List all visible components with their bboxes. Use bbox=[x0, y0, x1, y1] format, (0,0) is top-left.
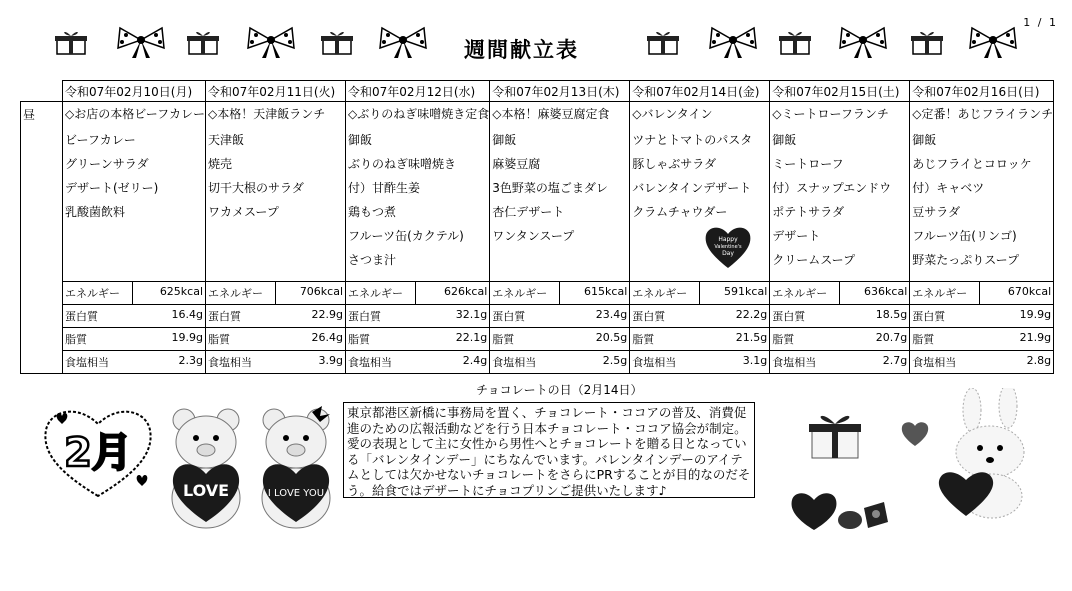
nutrient-label: 食塩相当 bbox=[912, 356, 957, 369]
nutrient-value: 22.1g bbox=[455, 331, 488, 344]
menu-item: 付）スナップエンドウ bbox=[772, 181, 892, 195]
nutrient-cell bbox=[206, 328, 346, 351]
nutrient-label: エネルギー bbox=[630, 282, 700, 304]
menu-item: デザート(ゼリー) bbox=[65, 181, 159, 195]
nutrient-value: 20.7g bbox=[875, 331, 908, 344]
nutrient-cell bbox=[490, 305, 630, 328]
bunny-icon bbox=[936, 388, 1040, 520]
badge-text: Valentine's bbox=[714, 244, 742, 250]
date-header: 令和07年02月15日(土) bbox=[770, 81, 910, 102]
nutrient-label: エネルギー bbox=[490, 282, 560, 304]
date-header: 令和07年02月16日(日) bbox=[910, 81, 1054, 102]
header-corner bbox=[21, 81, 63, 102]
menu-item: 麻婆豆腐 bbox=[492, 157, 541, 171]
nutrient-cell bbox=[630, 305, 770, 328]
menu-item: ◇定番！あじフライランチ bbox=[912, 107, 1054, 121]
nutrient-value: 625kcal bbox=[159, 285, 204, 298]
menu-item: クリームスープ bbox=[772, 253, 856, 267]
gift-box-icon bbox=[778, 30, 812, 56]
bow-icon bbox=[378, 26, 428, 60]
nutrient-label: 食塩相当 bbox=[492, 356, 537, 369]
nutrient-cell bbox=[910, 351, 1054, 374]
nutrient-value: 670kcal bbox=[1007, 285, 1052, 298]
nutrient-value: 2.7g bbox=[882, 354, 908, 367]
weekly-menu-table bbox=[20, 80, 1054, 374]
logo-text: 2月 bbox=[64, 430, 132, 476]
nutrient-value: 615kcal bbox=[584, 285, 628, 298]
heart-text: LOVE bbox=[182, 481, 230, 500]
nutrient-label: 蛋白質 bbox=[492, 310, 526, 323]
nutrient-cell bbox=[346, 305, 490, 328]
menu-item: 豚しゃぶサラダ bbox=[632, 157, 717, 171]
nutrient-cell bbox=[63, 305, 206, 328]
nutrient-label: 脂質 bbox=[772, 333, 795, 346]
nutrient-label: 蛋白質 bbox=[632, 310, 666, 323]
heart-icon bbox=[900, 420, 930, 448]
menu-cell bbox=[346, 102, 490, 282]
menu-item: ワンタンスープ bbox=[492, 229, 575, 243]
nutrient-cell bbox=[63, 328, 206, 351]
nutrient-cell bbox=[346, 328, 490, 351]
menu-item: ◇本格！天津飯ランチ bbox=[208, 107, 326, 121]
nutrient-label: 食塩相当 bbox=[65, 356, 109, 369]
menu-item: ポテトサラダ bbox=[772, 205, 845, 219]
chocolate-day-notice: 東京都港区新橋に事務局を置く、チョコレート・ココアの普及、消費促進のための広報活動などを行う日本チョコレート・ココア協会が制定。愛の表現として主に女性から男性へとチョコレートを贈る日となっている「バレンタインデー」にちなんでいます。バレンタインデーのアイテムとしては欠かせないチョコレートをさらにPRすることが目的なのだそう。給食ではデザートにチョコプリンご提供いたします♪ bbox=[343, 402, 755, 498]
menu-item: あじフライとコロッケ bbox=[912, 157, 1032, 171]
nutrient-value: 18.5g bbox=[875, 308, 908, 321]
menu-item: 付）甘酢生姜 bbox=[348, 181, 421, 195]
nutrient-label: 脂質 bbox=[492, 333, 515, 346]
nutrient-value: 3.1g bbox=[742, 354, 768, 367]
nutrient-value: 2.5g bbox=[602, 354, 628, 367]
nutrient-value: 591kcal bbox=[724, 285, 768, 298]
menu-cell bbox=[63, 102, 206, 282]
nutrient-cell bbox=[630, 328, 770, 351]
gift-box-icon bbox=[646, 30, 680, 56]
bow-icon bbox=[246, 26, 296, 60]
nutrient-cell bbox=[770, 305, 910, 328]
date-header: 令和07年02月10日(月) bbox=[63, 81, 206, 102]
nutrient-cell bbox=[910, 328, 1054, 351]
menu-item: ◇本格！麻婆豆腐定食 bbox=[492, 107, 610, 121]
nutrient-value: 2.3g bbox=[178, 354, 204, 367]
fat-row bbox=[21, 328, 1054, 351]
nutrient-value: 32.1g bbox=[455, 308, 488, 321]
nutrient-label: 蛋白質 bbox=[348, 310, 382, 323]
gift-box-icon bbox=[910, 30, 944, 56]
nutrient-value: 23.4g bbox=[595, 308, 628, 321]
menu-cell bbox=[910, 102, 1054, 282]
menu-item: 付）キャベツ bbox=[912, 181, 985, 195]
nutrient-cell bbox=[490, 328, 630, 351]
nutrient-label: 脂質 bbox=[348, 333, 371, 346]
nutrient-cell bbox=[770, 282, 910, 305]
nutrient-label: エネルギー bbox=[910, 282, 980, 304]
nutrient-label: 脂質 bbox=[912, 333, 935, 346]
menu-item: ミートローフ bbox=[772, 157, 844, 171]
gift-box-icon bbox=[806, 408, 864, 462]
energy-row bbox=[21, 282, 1054, 305]
lunch-menu-row bbox=[21, 102, 1054, 282]
meal-label: 昼 bbox=[21, 102, 63, 374]
nutrient-label: 蛋白質 bbox=[65, 310, 98, 323]
nutrient-label: 食塩相当 bbox=[772, 356, 817, 369]
badge-text: Happy bbox=[718, 236, 738, 243]
nutrient-cell bbox=[490, 351, 630, 374]
nutrient-cell bbox=[206, 351, 346, 374]
menu-cell bbox=[770, 102, 910, 282]
menu-item: 杏仁デザート bbox=[492, 205, 565, 219]
menu-item: ◇ミートローフランチ bbox=[772, 107, 889, 121]
bow-icon bbox=[838, 26, 888, 60]
menu-item: 野菜たっぷりスープ bbox=[912, 253, 1020, 267]
nutrient-value: 626kcal bbox=[444, 285, 488, 298]
nutrient-value: 21.5g bbox=[735, 331, 768, 344]
nutrient-cell bbox=[630, 282, 770, 305]
badge-text: Day bbox=[722, 250, 735, 257]
menu-item: 鶏もつ煮 bbox=[348, 205, 397, 219]
menu-item: ◇ぶりのねぎ味噌焼き定食 bbox=[348, 107, 490, 121]
nutrient-value: 636kcal bbox=[864, 285, 908, 298]
notice-caption: チョコレートの日（2月14日） bbox=[476, 383, 643, 397]
menu-item: 焼売 bbox=[208, 157, 233, 171]
protein-row bbox=[21, 305, 1054, 328]
page-number: 1 / 1 bbox=[1023, 16, 1058, 29]
menu-item: バレンタインデザート bbox=[632, 181, 752, 195]
bow-icon bbox=[116, 26, 166, 60]
menu-cell bbox=[490, 102, 630, 282]
menu-item: ◇お店の本格ビーフカレー bbox=[65, 107, 206, 121]
nutrient-cell bbox=[630, 351, 770, 374]
menu-item: ビーフカレー bbox=[65, 133, 136, 147]
nutrient-label: 食塩相当 bbox=[632, 356, 677, 369]
menu-item: 豆サラダ bbox=[912, 205, 961, 219]
menu-item: フルーツ缶(リンゴ) bbox=[912, 229, 1017, 243]
teddy-bears-icon bbox=[162, 402, 340, 530]
menu-cell bbox=[206, 102, 346, 282]
nutrient-value: 22.9g bbox=[311, 308, 344, 321]
nutrient-cell bbox=[770, 328, 910, 351]
nutrient-value: 2.4g bbox=[462, 354, 488, 367]
menu-item: ぶりのねぎ味噌焼き bbox=[348, 157, 457, 171]
gift-box-icon bbox=[186, 30, 220, 56]
date-header-row bbox=[21, 81, 1054, 102]
nutrient-label: エネルギー bbox=[206, 282, 276, 304]
menu-item: ワカメスープ bbox=[208, 205, 279, 219]
nutrient-value: 706kcal bbox=[299, 285, 344, 298]
nutrient-cell bbox=[206, 305, 346, 328]
nutrient-value: 21.9g bbox=[1019, 331, 1052, 344]
menu-item: ◇バレンタイン bbox=[632, 107, 713, 121]
nutrient-label: エネルギー bbox=[346, 282, 416, 304]
nutrient-label: エネルギー bbox=[770, 282, 840, 304]
menu-item: ツナとトマトのパスタ bbox=[632, 133, 753, 147]
date-header: 令和07年02月14日(金) bbox=[630, 81, 770, 102]
february-logo-icon bbox=[38, 398, 158, 502]
nutrient-label: 蛋白質 bbox=[772, 310, 806, 323]
menu-item: 御飯 bbox=[772, 133, 797, 147]
menu-item: 天津飯 bbox=[208, 133, 245, 147]
nutrient-label: 蛋白質 bbox=[912, 310, 946, 323]
date-header: 令和07年02月11日(火) bbox=[206, 81, 346, 102]
nutrient-label: 食塩相当 bbox=[348, 356, 393, 369]
nutrient-value: 22.2g bbox=[735, 308, 768, 321]
nutrient-cell bbox=[346, 282, 490, 305]
nutrient-label: 脂質 bbox=[65, 333, 87, 346]
menu-item: 御飯 bbox=[348, 133, 373, 147]
nutrient-label: 食塩相当 bbox=[208, 356, 253, 369]
bow-icon bbox=[968, 26, 1018, 60]
nutrient-cell bbox=[770, 351, 910, 374]
nutrient-value: 16.4g bbox=[171, 308, 204, 321]
menu-item: クラムチャウダー bbox=[632, 205, 728, 219]
nutrient-cell bbox=[910, 305, 1054, 328]
nutrient-cell bbox=[63, 351, 206, 374]
menu-item: さつま汁 bbox=[348, 253, 397, 267]
menu-item: 御飯 bbox=[492, 133, 517, 147]
nutrient-value: 20.5g bbox=[595, 331, 628, 344]
nutrient-cell bbox=[910, 282, 1054, 305]
page-title: 週間献立表 bbox=[464, 38, 579, 62]
heart-text: I LOVE YOU bbox=[267, 488, 325, 499]
menu-item: 御飯 bbox=[912, 133, 937, 147]
salt-row bbox=[21, 351, 1054, 374]
menu-item: 3色野菜の塩ごまダレ bbox=[492, 181, 608, 195]
nutrient-cell bbox=[206, 282, 346, 305]
menu-cell bbox=[630, 102, 770, 282]
nutrient-value: 3.9g bbox=[318, 354, 344, 367]
menu-item: デザート bbox=[772, 229, 821, 243]
gift-box-icon bbox=[54, 30, 88, 56]
nutrient-label: 脂質 bbox=[632, 333, 655, 346]
menu-item: 切干大根のサラダ bbox=[208, 181, 304, 195]
date-header: 令和07年02月12日(水) bbox=[346, 81, 490, 102]
nutrient-cell bbox=[63, 282, 206, 305]
nutrient-label: 脂質 bbox=[208, 333, 231, 346]
bow-icon bbox=[708, 26, 758, 60]
valentine-heart-icon bbox=[702, 224, 754, 270]
menu-item: フルーツ缶(カクテル) bbox=[348, 229, 464, 243]
gift-box-icon bbox=[320, 30, 354, 56]
chocolates-icon bbox=[784, 478, 896, 540]
nutrient-value: 26.4g bbox=[311, 331, 344, 344]
menu-item: 乳酸菌飲料 bbox=[65, 205, 126, 219]
nutrient-value: 19.9g bbox=[171, 331, 204, 344]
nutrient-label: 蛋白質 bbox=[208, 310, 242, 323]
nutrient-cell bbox=[490, 282, 630, 305]
date-header: 令和07年02月13日(木) bbox=[490, 81, 630, 102]
nutrient-label: エネルギー bbox=[63, 282, 133, 304]
nutrient-value: 19.9g bbox=[1019, 308, 1052, 321]
nutrient-value: 2.8g bbox=[1026, 354, 1052, 367]
nutrient-cell bbox=[346, 351, 490, 374]
menu-item: グリーンサラダ bbox=[65, 157, 149, 171]
